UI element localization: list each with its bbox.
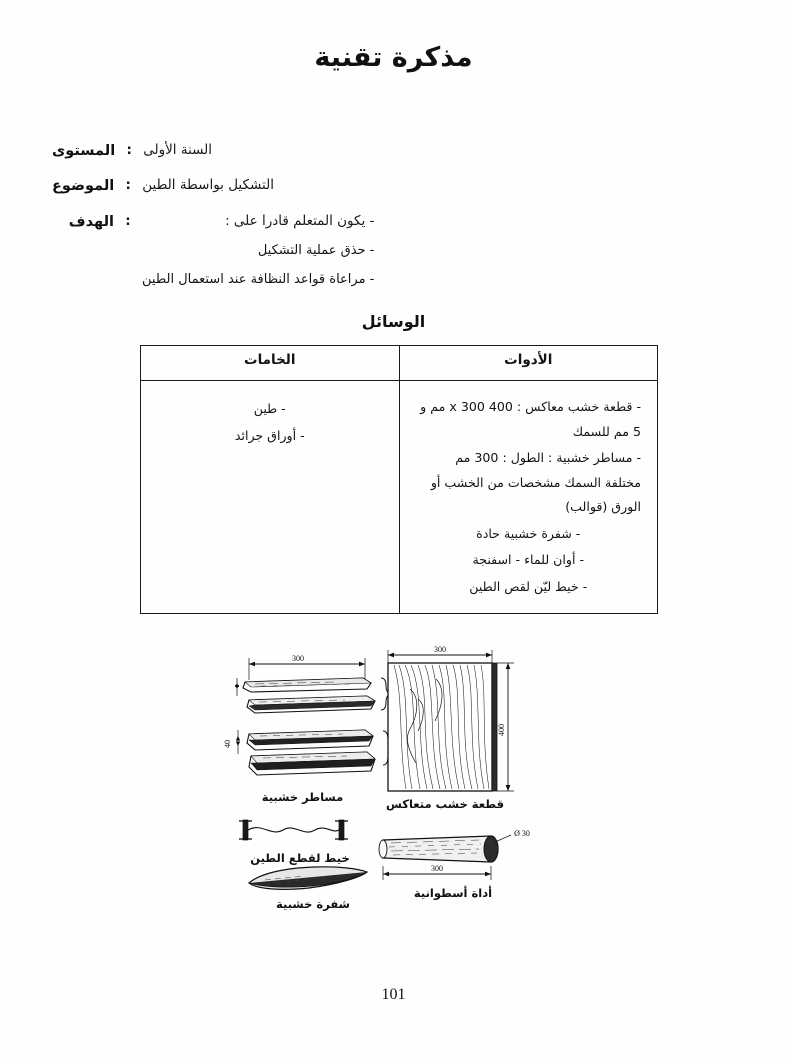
tool-item: - أوان للماء - اسفنجة — [472, 552, 585, 568]
table-row — [141, 381, 658, 614]
materials-list — [157, 395, 383, 448]
column-header-materials: الخامات — [141, 346, 400, 381]
caption-cylindrical-tool: أداة أسطوانية — [413, 886, 493, 900]
column-header-tools: الأدوات — [399, 346, 658, 381]
svg-text:400: 400 — [497, 724, 506, 736]
tool-item: - قطعة خشب معاكس : 400 x 300 مم و 5 مم للسمك — [420, 399, 641, 439]
resources-heading: الوسائل — [361, 312, 426, 331]
meta-label-level: المستوى — [52, 143, 116, 159]
goal-item: - حذق عملية التشكيل — [257, 242, 375, 258]
material-item: - طين — [253, 401, 286, 416]
figure-cutting-thread — [233, 817, 363, 865]
cylindrical-tool-drawing — [373, 830, 538, 888]
goal-list — [142, 241, 374, 290]
svg-text:40: 40 — [223, 740, 232, 748]
meta-label-subject: الموضوع — [52, 178, 115, 195]
meta-value-level: السنة الأولى — [143, 142, 213, 158]
tool-item: - مساطر خشبية : الطول : 300 مم مختلفة السمك مشخصات من الخشب أو الورق (قوالب) — [430, 450, 641, 515]
meta-separator-goal: : — [125, 212, 131, 229]
meta-row-goal — [52, 211, 712, 290]
goal-content — [142, 211, 374, 290]
meta-value-subject: التشكيل بواسطة الطين — [142, 177, 274, 194]
caption-cutting-thread: خيط لقطع الطين — [250, 851, 350, 865]
meta-value-goal: - يكون المتعلم قادرا على : — [225, 212, 375, 229]
meta-label-goal: الهدف — [68, 213, 114, 230]
figure-wooden-blade — [243, 863, 378, 911]
tool-item: - خيط ليّن لقص الطين — [469, 578, 588, 594]
metadata-block — [52, 140, 712, 303]
wooden-blade-drawing — [243, 863, 378, 899]
page-number: 101 — [381, 986, 406, 1003]
cell-tools — [399, 381, 658, 614]
svg-text:300: 300 — [292, 654, 304, 663]
plywood-drawing — [380, 645, 530, 805]
resources-table — [140, 345, 658, 614]
figure-plywood — [380, 645, 530, 811]
table-header-row — [141, 346, 658, 381]
page-title: مذكرة تقنية — [314, 42, 473, 73]
caption-wooden-rulers: مساطر خشبية — [261, 790, 344, 804]
meta-row-level — [52, 140, 712, 162]
figure-wooden-rulers — [215, 650, 390, 804]
wooden-rulers-drawing — [215, 650, 390, 790]
meta-separator-subject: : — [125, 177, 131, 194]
tool-item: - شفرة خشبية حادة — [476, 525, 581, 541]
caption-wooden-blade: شفرة خشبية — [276, 897, 350, 911]
svg-text:300: 300 — [434, 645, 446, 654]
meta-row-subject — [52, 175, 712, 197]
svg-text:300: 300 — [431, 864, 443, 873]
figure-cylindrical-tool — [373, 830, 538, 900]
meta-separator-level: : — [126, 142, 132, 158]
cell-materials — [141, 381, 400, 614]
svg-text:Ø 30: Ø 30 — [514, 830, 530, 838]
cutting-thread-drawing — [233, 817, 363, 851]
material-item: - أوراق جرائد — [234, 427, 305, 443]
figures-area — [195, 645, 595, 930]
caption-plywood: قطعة خشب متعاكس — [386, 797, 504, 811]
resources-table-wrapper — [140, 345, 658, 614]
goal-item: - مراعاة قواعد النظافة عند استعمال الطين — [142, 272, 375, 287]
